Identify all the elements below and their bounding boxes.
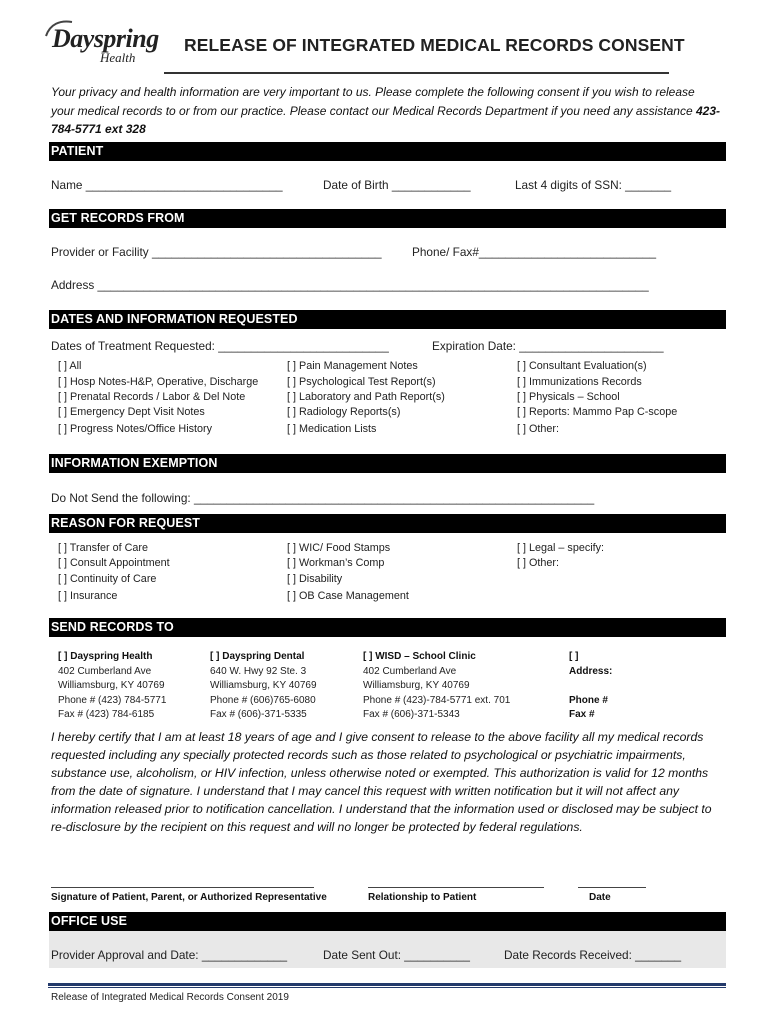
signature-line[interactable] xyxy=(51,887,314,888)
section-get-records-header xyxy=(49,209,726,228)
checkbox-item[interactable]: [ ] Reports: Mammo Pap C-scope xyxy=(517,406,678,418)
clinic-phone: Phone # (423) 784-5771 xyxy=(58,695,167,706)
date-received-field[interactable]: Date Records Received: _______ xyxy=(504,948,682,962)
section-reason-title: REASON FOR REQUEST xyxy=(51,516,201,530)
relationship-line[interactable] xyxy=(368,887,544,888)
date-line[interactable] xyxy=(578,887,646,888)
footer-rule xyxy=(48,983,726,986)
section-exemption-title: INFORMATION EXEMPTION xyxy=(51,456,218,470)
section-send-header xyxy=(49,618,726,637)
clinic-phone: Phone # (606)765-6080 xyxy=(210,695,316,706)
treatment-dates-field[interactable]: Dates of Treatment Requested: __________________________ xyxy=(51,339,389,353)
clinic-city: Williamsburg, KY 40769 xyxy=(363,680,470,691)
footer-rule-thin xyxy=(48,987,726,988)
clinic-fax: Fax # (423) 784-6185 xyxy=(58,709,155,720)
checkbox-item[interactable]: [ ] OB Case Management xyxy=(287,590,409,602)
section-send-title: SEND RECORDS TO xyxy=(51,620,174,634)
logo-brand: Dayspring xyxy=(52,24,159,53)
other-recipient-phone[interactable]: Phone # xyxy=(569,695,608,706)
checkbox-item[interactable]: [ ] All xyxy=(58,360,82,372)
address-field[interactable]: Address ____________________________________________________________________________________ xyxy=(51,278,649,292)
checkbox-item[interactable]: [ ] Immunizations Records xyxy=(517,376,642,388)
checkbox-item[interactable]: [ ] Consult Appointment xyxy=(58,557,170,569)
checkbox-item[interactable]: [ ] Medication Lists xyxy=(287,423,377,435)
checkbox-item[interactable]: [ ] Workman’s Comp xyxy=(287,557,385,569)
checkbox-item[interactable]: [ ] Emergency Dept Visit Notes xyxy=(58,406,205,418)
intro-text: Your privacy and health information are very important to us. Please complete the following consent if you wish to release your medical records to or from our practice. Please contact our Medical Records Department if you need any assistance xyxy=(51,85,696,118)
checkbox-item[interactable]: [ ] Prenatal Records / Labor & Del Note xyxy=(58,391,246,403)
logo-sub: Health xyxy=(100,50,136,65)
clinic-address: 402 Cumberland Ave xyxy=(363,666,457,677)
checkbox-item[interactable]: [ ] Hosp Notes-H&P, Operative, Discharge xyxy=(58,376,259,388)
section-dates-title: DATES AND INFORMATION REQUESTED xyxy=(51,312,298,326)
title-underline xyxy=(164,72,669,74)
clinic-city: Williamsburg, KY 40769 xyxy=(210,680,317,691)
checkbox-item[interactable]: [ ] Physicals – School xyxy=(517,391,620,403)
expiration-date-field[interactable]: Expiration Date: ______________________ xyxy=(432,339,664,353)
section-dates-header xyxy=(49,310,726,329)
checkbox-item[interactable]: [ ] Other: xyxy=(517,423,560,435)
section-office-header xyxy=(49,912,726,931)
checkbox-item[interactable]: [ ] Pain Management Notes xyxy=(287,360,418,372)
relationship-caption: Relationship to Patient xyxy=(368,892,477,903)
section-office-title: OFFICE USE xyxy=(51,914,128,928)
checkbox-item[interactable]: [ ] Other: xyxy=(517,557,560,569)
checkbox-item[interactable]: [ ] Psychological Test Report(s) xyxy=(287,376,436,388)
other-recipient-fax[interactable]: Fax # xyxy=(569,709,595,720)
section-patient-title: PATIENT xyxy=(51,144,104,158)
checkbox-item[interactable]: [ ] Disability xyxy=(287,573,343,585)
patient-dob-field[interactable]: Date of Birth ____________ xyxy=(323,178,471,192)
page-title: RELEASE OF INTEGRATED MEDICAL RECORDS CONSENT xyxy=(184,35,685,55)
phone-fax-field[interactable]: Phone/ Fax#___________________________ xyxy=(412,245,657,259)
checkbox-item[interactable]: [ ] Laboratory and Path Report(s) xyxy=(287,391,445,403)
section-reason-header xyxy=(49,514,726,533)
intro-paragraph xyxy=(51,83,721,139)
patient-ssn-field[interactable]: Last 4 digits of SSN: _______ xyxy=(515,178,672,192)
signature-caption: Signature of Patient, Parent, or Authorized Representative xyxy=(51,892,327,903)
section-get-records-title: GET RECORDS FROM xyxy=(51,211,185,225)
checkbox-item[interactable]: [ ] WIC/ Food Stamps xyxy=(287,542,391,554)
provider-field[interactable]: Provider or Facility ___________________________________ xyxy=(51,245,382,259)
patient-name-field[interactable]: Name ______________________________ xyxy=(51,178,283,192)
clinic-dayspring-dental-checkbox[interactable]: [ ] Dayspring Dental xyxy=(210,651,305,662)
checkbox-item[interactable]: [ ] Insurance xyxy=(58,590,118,602)
date-sent-field[interactable]: Date Sent Out: __________ xyxy=(323,948,470,962)
footer-text: Release of Integrated Medical Records Consent 2019 xyxy=(51,992,289,1003)
clinic-fax: Fax # (606)-371-5343 xyxy=(363,709,460,720)
certification-text: I hereby certify that I am at least 18 years of age and I give consent to release to the above facility all my medical records requested including any specially protected records such as those related to psychological or psychiatric impairments, substance use, alcoholism, or HIV infection, unless otherwise noted or exempted. This authorization is valid for 12 months from the date of signature. I understand that I may cancel this request with written notification but it will not affect any information released prior to notification cancellation. I understand that the information used or disclosed may be subject to re-disclosure by the recipient on this request and will no longer be protected by federal regulations. xyxy=(51,730,712,835)
provider-approval-field[interactable]: Provider Approval and Date: _____________ xyxy=(51,948,288,962)
section-patient-header xyxy=(49,142,726,161)
clinic-dayspring-health-checkbox[interactable]: [ ] Dayspring Health xyxy=(58,651,153,662)
clinic-fax: Fax # (606)-371-5335 xyxy=(210,709,307,720)
checkbox-item[interactable]: [ ] Progress Notes/Office History xyxy=(58,423,213,435)
clinic-address: 402 Cumberland Ave xyxy=(58,666,152,677)
clinic-address: 640 W. Hwy 92 Ste. 3 xyxy=(210,666,307,677)
intro-phone: 423-784-5771 ext 328 xyxy=(51,103,720,137)
clinic-wisd-checkbox[interactable]: [ ] WISD – School Clinic xyxy=(363,651,476,662)
checkbox-item[interactable]: [ ] Legal – specify: xyxy=(517,542,605,554)
other-recipient-address[interactable]: Address: xyxy=(569,666,613,677)
do-not-send-field[interactable]: Do Not Send the following: _____________________________________________________________ xyxy=(51,491,595,505)
checkbox-item[interactable]: [ ] Consultant Evaluation(s) xyxy=(517,360,647,372)
section-exemption-header xyxy=(49,454,726,473)
clinic-phone: Phone # (423)-784-5771 ext. 701 xyxy=(363,695,511,706)
checkbox-item[interactable]: [ ] Transfer of Care xyxy=(58,542,149,554)
checkbox-item[interactable]: [ ] Continuity of Care xyxy=(58,573,157,585)
clinic-city: Williamsburg, KY 40769 xyxy=(58,680,165,691)
other-recipient-checkbox[interactable]: [ ] xyxy=(569,651,579,662)
checkbox-item[interactable]: [ ] Radiology Reports(s) xyxy=(287,406,401,418)
date-caption: Date xyxy=(589,892,611,903)
